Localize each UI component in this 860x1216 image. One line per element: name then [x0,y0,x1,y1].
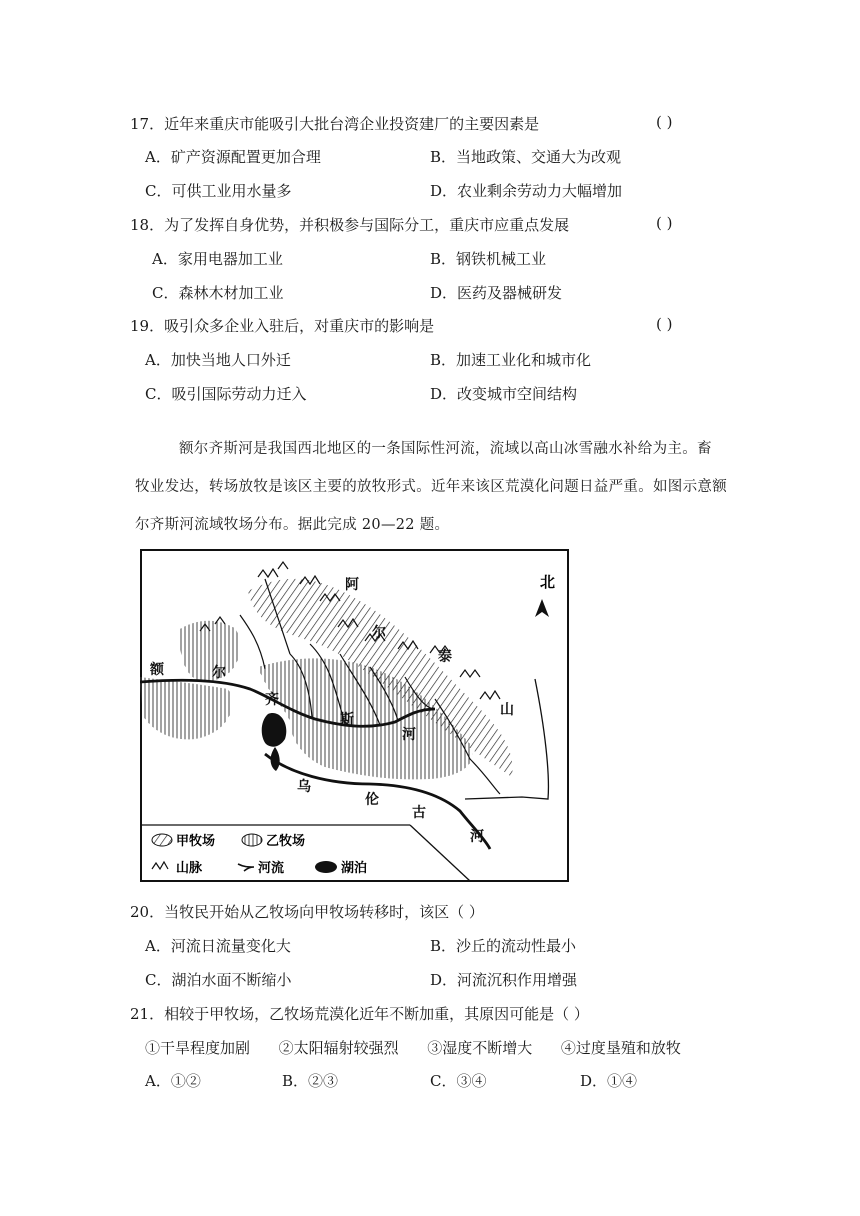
label-a: 阿 [345,576,359,592]
label-si: 斯 [340,711,354,727]
north-label: 北 [540,574,556,591]
q17-option-c: C．可供工业用水量多 [145,182,292,200]
q20-option-d: D．河流沉积作用增强 [430,971,578,989]
irtysh-river-pasture-map [140,549,570,883]
label-er-river: 尔 [212,664,226,680]
legend-lake-label: 湖泊 [341,860,368,875]
q21-option-a: A．①② [145,1072,201,1090]
legend-jia-swatch [152,834,172,846]
q18-option-b: B．钢铁机械工业 [430,250,547,268]
label-he: 河 [402,726,416,742]
passage-line-2: 牧业发达，转场放牧是该区主要的放牧形式。近年来该区荒漠化问题日益严重。如图示意额 [135,479,727,495]
legend-river-label: 河流 [258,860,285,875]
legend-yi-swatch [242,834,262,846]
label-er-altai: 尔 [372,624,386,640]
legend-mountain-label: 山脉 [176,860,203,875]
label-wu: 乌 [297,778,311,794]
label-he-wulungu: 河 [470,828,484,844]
q17-option-d: D．农业剩余劳动力大幅增加 [430,182,623,200]
q17-option-a: A．矿产资源配置更加合理 [145,148,321,166]
label-shan: 山 [500,701,514,717]
legend-yi-label: 乙牧场 [266,833,306,848]
q19-stem: 19．吸引众多企业入驻后，对重庆市的影响是 [130,317,435,335]
q20-option-b: B．沙丘的流动性最小 [430,937,577,955]
q19-option-d: D．改变城市空间结构 [430,385,578,403]
q18-option-a: A．家用电器加工业 [152,250,283,268]
q20-option-a: A．河流日流量变化大 [145,937,291,955]
legend-lake-icon [315,861,337,873]
q19-answer-paren: ( ) [656,315,673,333]
q21-option-c: C．③④ [430,1072,487,1090]
q18-option-c: C．森林木材加工业 [152,284,284,302]
q17-option-b: B．当地政策、交通大为改观 [430,148,622,166]
passage-line-3: 尔齐斯河流域牧场分布。据此完成 20—22 题。 [135,517,450,533]
label-e: 额 [150,661,164,677]
q21-option-b: B．②③ [282,1072,339,1090]
q21-stem: 21．相较于甲牧场，乙牧场荒漠化近年不断加重，其原因可能是（ ） [130,1005,589,1023]
q18-stem: 18．为了发挥自身优势，并积极参与国际分工，重庆市应重点发展 [130,216,570,234]
q21-items: ①干旱程度加剧 ②太阳辐射较强烈 ③湿度不断增大 ④过度垦殖和放牧 [145,1039,681,1057]
passage-line-1: 额尔齐斯河是我国西北地区的一条国际性河流，流域以高山冰雪融水补给为主。畜 [179,441,712,457]
q17-answer-paren: ( ) [656,113,673,131]
q18-answer-paren: ( ) [656,214,673,232]
passage [135,430,740,544]
q19-option-a: A．加快当地人口外迁 [145,351,291,369]
q21-option-d: D．①④ [580,1072,638,1090]
q17-stem: 17．近年来重庆市能吸引大批台湾企业投资建厂的主要因素是 [130,115,540,133]
legend-jia-label: 甲牧场 [176,833,216,848]
q19-option-b: B．加速工业化和城市化 [430,351,592,369]
q20-option-c: C．湖泊水面不断缩小 [145,971,292,989]
label-tai: 泰 [438,648,452,664]
q18-option-d: D．医药及器械研发 [430,284,563,302]
label-lun: 伦 [365,791,379,807]
label-qi: 齐 [265,691,279,707]
q20-stem: 20．当牧民开始从乙牧场向甲牧场转移时，该区（ ） [130,903,484,921]
label-gu: 古 [412,804,426,820]
q19-option-c: C．吸引国际劳动力迁入 [145,385,307,403]
